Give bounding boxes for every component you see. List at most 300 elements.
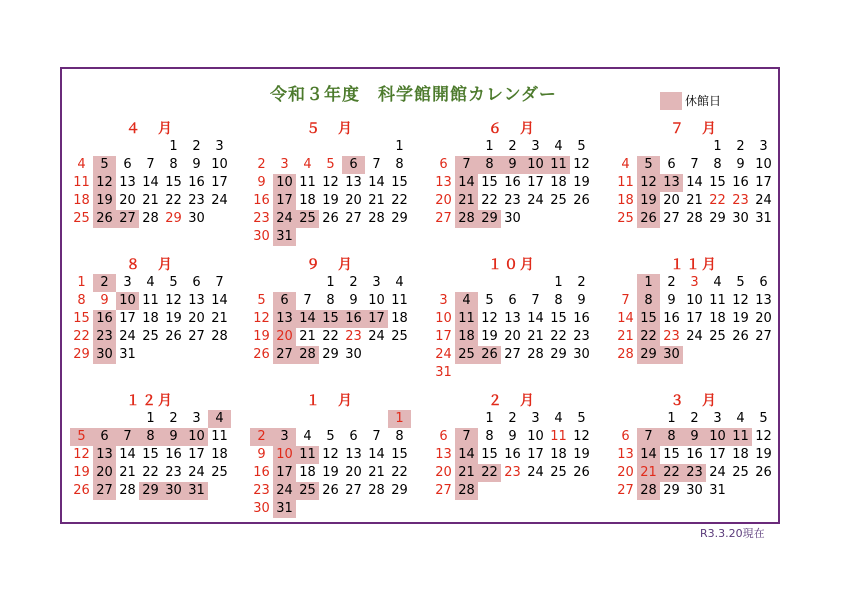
- day-cell: 22: [322, 329, 339, 344]
- day-cell: 16: [504, 175, 521, 190]
- day-cell: 4: [736, 411, 745, 426]
- day-cell: 25: [73, 211, 90, 226]
- day-cell: 13: [755, 293, 772, 308]
- day-cell: 16: [504, 447, 521, 462]
- day-cell: 23: [663, 329, 680, 344]
- day-cell: 8: [713, 157, 722, 172]
- day-cell: 2: [257, 157, 266, 172]
- day-cell: 28: [455, 210, 478, 228]
- day-cell: 16: [188, 175, 205, 190]
- day-cell: 13: [93, 446, 116, 464]
- day-cell: 21: [119, 465, 136, 480]
- day-cell: 7: [690, 157, 699, 172]
- day-cell: 30: [573, 347, 590, 362]
- day-cell: 25: [296, 210, 319, 228]
- day-cell: 18: [211, 447, 228, 462]
- day-cell: 30: [345, 347, 362, 362]
- day-cell: 31: [273, 228, 296, 246]
- day-cell: 12: [253, 311, 270, 326]
- day-cell: 18: [73, 193, 90, 208]
- day-cell: 18: [142, 311, 159, 326]
- day-cell: 26: [322, 483, 339, 498]
- day-cell: 24: [273, 482, 296, 500]
- day-cell: 3: [192, 411, 201, 426]
- day-cell: 22: [391, 465, 408, 480]
- day-cell: 29: [391, 483, 408, 498]
- day-cell: 19: [755, 447, 772, 462]
- legend-label: 休館日: [685, 94, 722, 108]
- day-cell: 4: [77, 157, 86, 172]
- day-cell: 7: [372, 157, 381, 172]
- day-cell: 17: [709, 447, 726, 462]
- day-cell: 3: [690, 275, 699, 290]
- day-cell: 5: [577, 139, 586, 154]
- day-cell: 1: [326, 275, 335, 290]
- day-cell: 2: [577, 275, 586, 290]
- day-cell: 18: [550, 175, 567, 190]
- day-cell: 24: [755, 193, 772, 208]
- day-cell: 25: [550, 193, 567, 208]
- day-cell: 16: [663, 311, 680, 326]
- day-cell: 5: [93, 156, 116, 174]
- day-cell: 30: [504, 211, 521, 226]
- day-cell: 27: [435, 211, 452, 226]
- day-cell: 22: [391, 193, 408, 208]
- day-cell: 31: [185, 482, 208, 500]
- day-cell: 1: [146, 411, 155, 426]
- day-cell: 16: [732, 175, 749, 190]
- day-cell: 27: [617, 483, 634, 498]
- day-cell: 23: [188, 193, 205, 208]
- day-cell: 2: [508, 139, 517, 154]
- day-cell: 19: [253, 329, 270, 344]
- day-cell: 28: [637, 482, 660, 500]
- day-cell: 3: [273, 428, 296, 446]
- day-cell: 16: [93, 310, 116, 328]
- day-cell: 8: [660, 428, 683, 446]
- day-cell: 23: [165, 465, 182, 480]
- day-cell: 29: [663, 483, 680, 498]
- day-cell: 9: [257, 447, 266, 462]
- month-title: ８ 月: [126, 257, 174, 273]
- day-cell: 6: [439, 429, 448, 444]
- day-cell: 29: [391, 211, 408, 226]
- day-cell: 22: [637, 328, 660, 346]
- day-cell: 29: [709, 211, 726, 226]
- day-cell: 13: [345, 175, 362, 190]
- day-cell: 13: [435, 447, 452, 462]
- day-cell: 3: [531, 139, 540, 154]
- day-cell: 9: [508, 429, 517, 444]
- day-cell: 3: [280, 157, 289, 172]
- day-cell: 25: [142, 329, 159, 344]
- day-cell: 8: [169, 157, 178, 172]
- day-cell: 13: [435, 175, 452, 190]
- day-cell: 29: [322, 347, 339, 362]
- day-cell: 4: [146, 275, 155, 290]
- day-cell: 22: [709, 193, 726, 208]
- day-cell: 10: [527, 429, 544, 444]
- day-cell: 28: [686, 211, 703, 226]
- day-cell: 10: [706, 428, 729, 446]
- day-cell: 25: [211, 465, 228, 480]
- day-cell: 30: [686, 483, 703, 498]
- day-cell: 20: [504, 329, 521, 344]
- day-cell: 28: [368, 211, 385, 226]
- day-cell: 4: [303, 429, 312, 444]
- day-cell: 21: [142, 193, 159, 208]
- day-cell: 25: [709, 329, 726, 344]
- day-cell: 20: [435, 465, 452, 480]
- day-cell: 25: [617, 211, 634, 226]
- day-cell: 22: [73, 329, 90, 344]
- day-cell: 1: [637, 274, 660, 292]
- day-cell: 13: [617, 447, 634, 462]
- day-cell: 3: [759, 139, 768, 154]
- day-cell: 10: [686, 293, 703, 308]
- month-title: ３ 月: [670, 393, 718, 409]
- day-cell: 23: [573, 329, 590, 344]
- day-cell: 12: [322, 447, 339, 462]
- day-cell: 19: [637, 192, 660, 210]
- day-cell: 30: [732, 211, 749, 226]
- day-cell: 5: [70, 428, 93, 446]
- month-title: ６ 月: [488, 121, 536, 137]
- day-cell: 13: [188, 293, 205, 308]
- day-cell: 10: [211, 157, 228, 172]
- day-cell: 15: [391, 447, 408, 462]
- day-cell: 17: [686, 311, 703, 326]
- day-cell: 19: [481, 329, 498, 344]
- day-cell: 19: [322, 193, 339, 208]
- day-cell: 5: [485, 293, 494, 308]
- day-cell: 6: [621, 429, 630, 444]
- day-cell: 22: [481, 193, 498, 208]
- day-cell: 2: [736, 139, 745, 154]
- day-cell: 10: [755, 157, 772, 172]
- day-cell: 14: [637, 446, 660, 464]
- day-cell: 12: [73, 447, 90, 462]
- day-cell: 3: [215, 139, 224, 154]
- day-cell: 20: [345, 193, 362, 208]
- day-cell: 26: [165, 329, 182, 344]
- day-cell: 31: [273, 500, 296, 518]
- day-cell: 18: [732, 447, 749, 462]
- month-title: ４ 月: [126, 121, 174, 137]
- day-cell: 24: [211, 193, 228, 208]
- day-cell: 14: [119, 447, 136, 462]
- day-cell: 2: [690, 411, 699, 426]
- day-cell: 24: [686, 329, 703, 344]
- day-cell: 26: [755, 465, 772, 480]
- day-cell: 15: [481, 447, 498, 462]
- day-cell: 7: [116, 428, 139, 446]
- day-cell: 22: [165, 193, 182, 208]
- day-cell: 1: [395, 139, 404, 154]
- day-cell: 18: [617, 193, 634, 208]
- day-cell: 12: [165, 293, 182, 308]
- day-cell: 11: [73, 175, 90, 190]
- day-cell: 20: [755, 311, 772, 326]
- day-cell: 6: [192, 275, 201, 290]
- day-cell: 11: [142, 293, 159, 308]
- day-cell: 7: [303, 293, 312, 308]
- day-cell: 24: [368, 329, 385, 344]
- month-title: ５ 月: [306, 121, 354, 137]
- day-cell: 17: [527, 175, 544, 190]
- day-cell: 29: [139, 482, 162, 500]
- day-cell: 25: [391, 329, 408, 344]
- day-cell: 11: [547, 156, 570, 174]
- day-cell: 19: [573, 175, 590, 190]
- day-cell: 6: [349, 429, 358, 444]
- day-cell: 29: [550, 347, 567, 362]
- day-cell: 11: [617, 175, 634, 190]
- as-of-date: R3.3.20現在: [700, 527, 765, 540]
- day-cell: 28: [296, 346, 319, 364]
- day-cell: 12: [93, 174, 116, 192]
- day-cell: 14: [455, 174, 478, 192]
- day-cell: 18: [299, 193, 316, 208]
- day-cell: 3: [531, 411, 540, 426]
- day-cell: 9: [100, 293, 109, 308]
- day-cell: 21: [455, 464, 478, 482]
- day-cell: 12: [573, 429, 590, 444]
- day-cell: 25: [455, 346, 478, 364]
- day-cell: 28: [527, 347, 544, 362]
- day-cell: 16: [253, 465, 270, 480]
- day-cell: 21: [527, 329, 544, 344]
- day-cell: 11: [299, 175, 316, 190]
- day-cell: 29: [73, 347, 90, 362]
- day-cell: 9: [577, 293, 586, 308]
- day-cell: 25: [550, 465, 567, 480]
- day-cell: 10: [185, 428, 208, 446]
- day-cell: 8: [637, 292, 660, 310]
- day-cell: 5: [326, 157, 335, 172]
- day-cell: 31: [755, 211, 772, 226]
- day-cell: 15: [709, 175, 726, 190]
- page-title: 令和３年度 科学館開館カレンダー: [270, 85, 557, 105]
- day-cell: 9: [162, 428, 185, 446]
- day-cell: 1: [77, 275, 86, 290]
- day-cell: 7: [621, 293, 630, 308]
- day-cell: 21: [617, 329, 634, 344]
- day-cell: 13: [273, 310, 296, 328]
- day-cell: 5: [637, 156, 660, 174]
- day-cell: 22: [660, 464, 683, 482]
- day-cell: 21: [299, 329, 316, 344]
- day-cell: 18: [550, 447, 567, 462]
- day-cell: 1: [667, 411, 676, 426]
- month-title: ７ 月: [670, 121, 718, 137]
- day-cell: 20: [119, 193, 136, 208]
- day-cell: 30: [253, 229, 270, 244]
- day-cell: 5: [169, 275, 178, 290]
- day-cell: 14: [455, 446, 478, 464]
- day-cell: 2: [250, 428, 273, 446]
- day-cell: 4: [621, 157, 630, 172]
- day-cell: 15: [165, 175, 182, 190]
- day-cell: 17: [435, 329, 452, 344]
- day-cell: 28: [119, 483, 136, 498]
- day-cell: 26: [637, 210, 660, 228]
- day-cell: 16: [573, 311, 590, 326]
- day-cell: 24: [188, 465, 205, 480]
- day-cell: 29: [165, 211, 182, 226]
- day-cell: 11: [211, 429, 228, 444]
- day-cell: 21: [368, 465, 385, 480]
- day-cell: 22: [478, 464, 501, 482]
- day-cell: 16: [165, 447, 182, 462]
- day-cell: 24: [527, 465, 544, 480]
- day-cell: 15: [637, 310, 660, 328]
- day-cell: 6: [342, 156, 365, 174]
- day-cell: 17: [273, 464, 296, 482]
- day-cell: 7: [215, 275, 224, 290]
- day-cell: 24: [273, 210, 296, 228]
- day-cell: 27: [116, 210, 139, 228]
- month-title: １０月: [488, 257, 536, 273]
- day-cell: 24: [527, 193, 544, 208]
- day-cell: 19: [573, 447, 590, 462]
- day-cell: 7: [455, 156, 478, 174]
- day-cell: 15: [142, 447, 159, 462]
- day-cell: 1: [388, 410, 411, 428]
- day-cell: 6: [273, 292, 296, 310]
- day-cell: 9: [667, 293, 676, 308]
- day-cell: 11: [550, 429, 567, 444]
- day-cell: 6: [439, 157, 448, 172]
- day-cell: 24: [709, 465, 726, 480]
- day-cell: 6: [508, 293, 517, 308]
- day-cell: 15: [481, 175, 498, 190]
- day-cell: 11: [296, 446, 319, 464]
- day-cell: 6: [667, 157, 676, 172]
- day-cell: 9: [192, 157, 201, 172]
- day-cell: 30: [253, 501, 270, 516]
- day-cell: 4: [208, 410, 231, 428]
- day-cell: 7: [455, 428, 478, 446]
- day-cell: 2: [93, 274, 116, 292]
- day-cell: 8: [395, 157, 404, 172]
- day-cell: 21: [686, 193, 703, 208]
- day-cell: 18: [709, 311, 726, 326]
- day-cell: 27: [663, 211, 680, 226]
- day-cell: 23: [253, 483, 270, 498]
- day-cell: 10: [368, 293, 385, 308]
- day-cell: 27: [345, 483, 362, 498]
- day-cell: 26: [322, 211, 339, 226]
- day-cell: 4: [713, 275, 722, 290]
- day-cell: 27: [188, 329, 205, 344]
- day-cell: 4: [455, 292, 478, 310]
- day-cell: 29: [637, 346, 660, 364]
- day-cell: 31: [709, 483, 726, 498]
- day-cell: 8: [478, 156, 501, 174]
- day-cell: 23: [253, 211, 270, 226]
- day-cell: 13: [660, 174, 683, 192]
- day-cell: 20: [345, 465, 362, 480]
- day-cell: 15: [319, 310, 342, 328]
- day-cell: 23: [93, 328, 116, 346]
- day-cell: 22: [550, 329, 567, 344]
- day-cell: 19: [322, 465, 339, 480]
- day-cell: 7: [146, 157, 155, 172]
- day-cell: 8: [326, 293, 335, 308]
- day-cell: 17: [211, 175, 228, 190]
- day-cell: 25: [732, 465, 749, 480]
- day-cell: 21: [368, 193, 385, 208]
- day-cell: 27: [435, 483, 452, 498]
- day-cell: 17: [188, 447, 205, 462]
- day-cell: 24: [119, 329, 136, 344]
- day-cell: 19: [165, 311, 182, 326]
- day-cell: 15: [663, 447, 680, 462]
- day-cell: 6: [759, 275, 768, 290]
- day-cell: 27: [504, 347, 521, 362]
- day-cell: 15: [73, 311, 90, 326]
- day-cell: 2: [349, 275, 358, 290]
- day-cell: 4: [554, 411, 563, 426]
- day-cell: 28: [142, 211, 159, 226]
- day-cell: 23: [345, 329, 362, 344]
- day-cell: 1: [169, 139, 178, 154]
- day-cell: 9: [349, 293, 358, 308]
- day-cell: 19: [732, 311, 749, 326]
- day-cell: 16: [342, 310, 365, 328]
- day-cell: 29: [478, 210, 501, 228]
- day-cell: 21: [455, 192, 478, 210]
- day-cell: 3: [123, 275, 132, 290]
- day-cell: 10: [524, 156, 547, 174]
- day-cell: 14: [211, 293, 228, 308]
- day-cell: 8: [485, 429, 494, 444]
- day-cell: 20: [188, 311, 205, 326]
- day-cell: 12: [573, 157, 590, 172]
- day-cell: 27: [93, 482, 116, 500]
- day-cell: 30: [660, 346, 683, 364]
- day-cell: 4: [303, 157, 312, 172]
- day-cell: 12: [481, 311, 498, 326]
- day-cell: 6: [123, 157, 132, 172]
- day-cell: 2: [667, 275, 676, 290]
- day-cell: 1: [485, 411, 494, 426]
- day-cell: 26: [73, 483, 90, 498]
- day-cell: 24: [435, 347, 452, 362]
- day-cell: 7: [637, 428, 660, 446]
- day-cell: 7: [531, 293, 540, 308]
- day-cell: 28: [455, 482, 478, 500]
- day-cell: 12: [322, 175, 339, 190]
- day-cell: 21: [211, 311, 228, 326]
- day-cell: 7: [372, 429, 381, 444]
- day-cell: 19: [93, 192, 116, 210]
- day-cell: 11: [729, 428, 752, 446]
- day-cell: 15: [391, 175, 408, 190]
- day-cell: 4: [395, 275, 404, 290]
- day-cell: 23: [504, 193, 521, 208]
- day-cell: 3: [439, 293, 448, 308]
- day-cell: 18: [299, 465, 316, 480]
- day-cell: 5: [736, 275, 745, 290]
- day-cell: 16: [686, 447, 703, 462]
- day-cell: 9: [736, 157, 745, 172]
- day-cell: 8: [554, 293, 563, 308]
- day-cell: 23: [683, 464, 706, 482]
- day-cell: 10: [116, 292, 139, 310]
- day-cell: 26: [253, 347, 270, 362]
